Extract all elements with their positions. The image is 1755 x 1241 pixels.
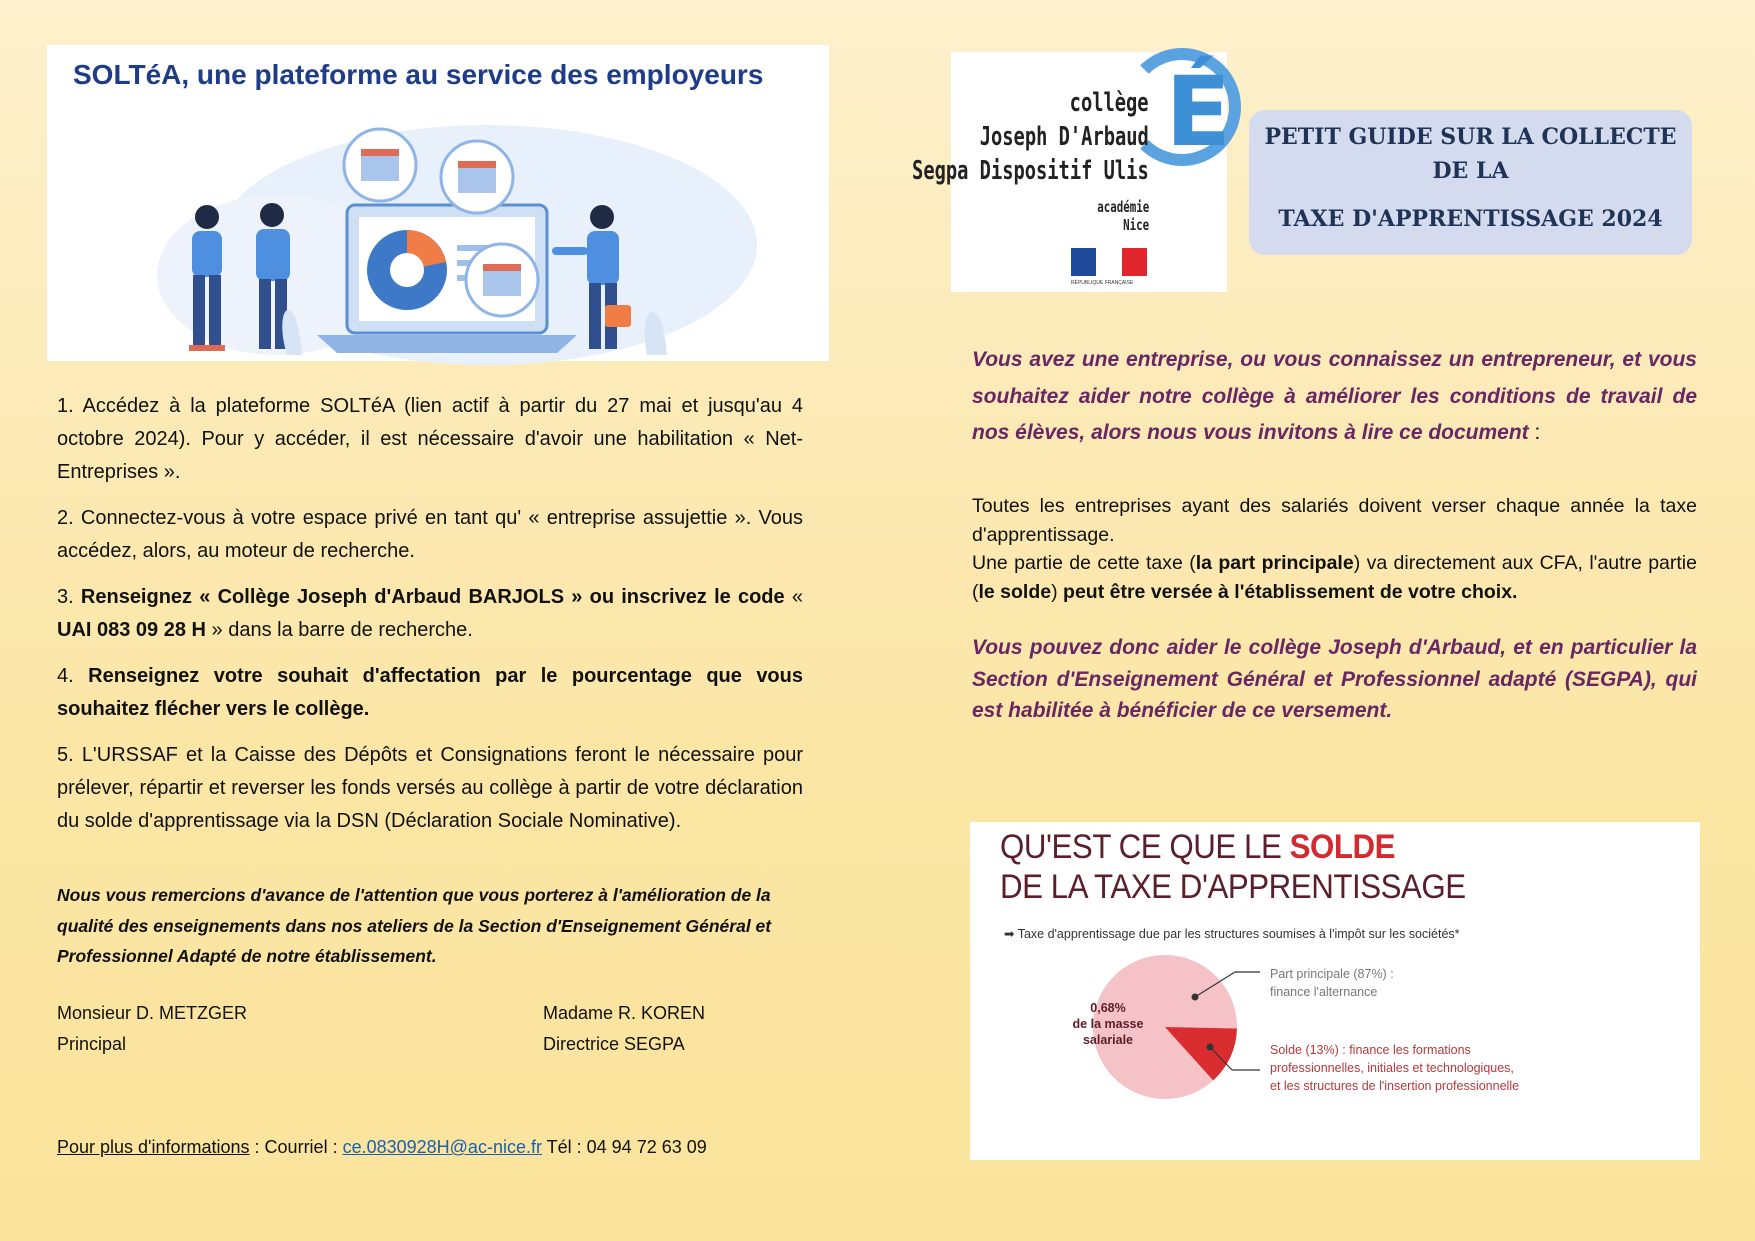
steps-list [57, 390, 803, 851]
info-bold: la part principale [1195, 552, 1354, 574]
info-p2 [972, 549, 1697, 606]
part-principale-label: Part principale (87%) : [1270, 967, 1394, 981]
contact-label: Pour plus d'informations [57, 1137, 250, 1157]
solde-heading [1000, 828, 1395, 867]
logo-line: Segpa Dispositif Ulis [912, 156, 1149, 186]
signature-role: Principal [57, 1034, 127, 1054]
email-link[interactable]: ce.0830928H@ac-nice.fr [342, 1137, 542, 1157]
republique-text: RÉPUBLIQUE FRANÇAISE [1071, 280, 1134, 286]
step-1 [57, 390, 803, 489]
step-3-pre: « [791, 586, 803, 608]
info-paragraph [972, 492, 1697, 606]
step-text: L'URSSAF et la Caisse des Dépôts et Consignations feront le nécessaire pour prélever, répartir et reverser les fonds versés au collège à partir de votre déclaration du solde d'apprentissage via la DSN (Déclaration Sociale Nominative). [57, 744, 803, 832]
logo-line: Nice [1122, 216, 1149, 234]
step-number: 1. [57, 395, 74, 417]
step-2 [57, 502, 803, 568]
phone: Tél : 04 94 72 63 09 [541, 1137, 707, 1157]
step-number: 2. [57, 507, 74, 529]
solde-pie-chart [970, 952, 1700, 1160]
solde-infographic [970, 822, 1700, 1160]
intro-text: Vous avez une entreprise, ou vous connaissez un entrepreneur, et vous souhaitez aider notre collège à améliorer les conditions de travail de nos élèves, alors nous vous invitons à lire ce document [972, 348, 1697, 444]
part-principale-label: finance l'alternance [1270, 985, 1378, 999]
step-text: Accédez à la plateforme SOLTéA (lien actif à partir du 27 mai et jusqu'au 4 octobre 2024). Pour y accéder, il est nécessaire d'avoir une habilitation « Net-Entreprises ». [57, 395, 804, 483]
step-3 [57, 581, 803, 647]
step-number: 4. [57, 665, 74, 687]
signature-directrice [543, 998, 705, 1060]
republique-flag-icon [1071, 248, 1147, 276]
step-5 [57, 739, 803, 838]
logo-line: académie [1096, 198, 1149, 216]
info-text: ) [1051, 580, 1064, 603]
logo-e-icon: É [1165, 56, 1231, 168]
step-text: Connectez-vous à votre espace privé en tant qu' « entreprise assujettie ». Vous accédez, alors, au moteur de recherche. [57, 507, 803, 562]
info-bold: le solde [978, 580, 1052, 603]
pie-center-label: salariale [1082, 1033, 1134, 1047]
step-number: 3. [57, 586, 74, 608]
solde-label: et les structures de l'insertion professionnelle [1270, 1079, 1520, 1093]
step-3-post: » dans la barre de recherche. [205, 619, 473, 641]
pie-center-label: 0,68% [1090, 1001, 1126, 1015]
aid-paragraph: Vous pouvez donc aider le collège Joseph d'Arbaud, et en particulier la Section d'Enseignement Général et Professionnel adapté (SEGPA), qui est habilitée à bénéficier de ce versement. [972, 636, 1697, 722]
college-logo [912, 52, 1231, 292]
logo-line: collège [1070, 88, 1149, 118]
soltea-banner [47, 45, 829, 361]
info-text: Une partie de cette taxe ( [972, 552, 1196, 574]
soltea-title: SOLTéA, une plateforme au service des employeurs [73, 59, 764, 90]
step-4-bold: Renseignez votre souhait d'affectation par le pourcentage que vous souhaitez flécher vers le collège. [57, 665, 803, 720]
step-4 [57, 660, 803, 726]
intro-colon: : [1528, 421, 1541, 444]
solde-heading-highlight: SOLDE [1289, 828, 1396, 866]
contact-line [57, 1137, 707, 1158]
signature-name: Madame R. KOREN [543, 1003, 706, 1023]
solde-heading-text: QU'EST CE QUE LE [1000, 828, 1290, 866]
intro-paragraph [972, 342, 1697, 452]
contact-sep: : Courriel : [249, 1137, 343, 1157]
guide-title-line: TAXE D'APPRENTISSAGE 2024 [1278, 206, 1663, 232]
signature-name: Monsieur D. METZGER [57, 1003, 248, 1023]
solde-subtitle: ➡ Taxe d'apprentissage due par les structures soumises à l'impôt sur les sociétés* [1004, 927, 1460, 941]
info-bold: peut être versée à l'établissement de votre choix. [1063, 580, 1518, 603]
signature-principal [57, 998, 247, 1060]
logo-line: Joseph D'Arbaud [979, 122, 1149, 152]
info-text: ) va directement aux CFA, l'autre partie ( [972, 552, 1697, 603]
guide-title-line: PETIT GUIDE SUR LA COLLECTE [1264, 124, 1677, 150]
pie-center-label: de la masse [1072, 1017, 1144, 1031]
solde-label: professionnelles, initiales et technologiques, [1270, 1061, 1514, 1075]
solde-heading-2: DE LA TAXE D'APPRENTISSAGE [1000, 868, 1466, 906]
guide-title-line: DE LA [1432, 158, 1509, 184]
info-p1: Toutes les entreprises ayant des salariés doivent verser chaque année la taxe d'apprentissage. [972, 495, 1697, 546]
step-number: 5. [57, 744, 74, 766]
signature-role: Directrice SEGPA [543, 1034, 685, 1054]
thanks-paragraph: Nous vous remercions d'avance de l'attention que vous porterez à l'amélioration de la qualité des enseignements dans nos ateliers de la Section d'Enseignement Général et Professionnel Adapté de notre établissement. [57, 885, 772, 966]
soltea-illustration [47, 105, 829, 361]
guide-title-box [1249, 110, 1692, 255]
step-3-bold: Renseignez « Collège Joseph d'Arbaud BARJOLS » ou inscrivez le code [80, 586, 785, 608]
uai-code: UAI 083 09 28 H [57, 619, 206, 641]
solde-label: Solde (13%) : finance les formations [1270, 1043, 1471, 1057]
